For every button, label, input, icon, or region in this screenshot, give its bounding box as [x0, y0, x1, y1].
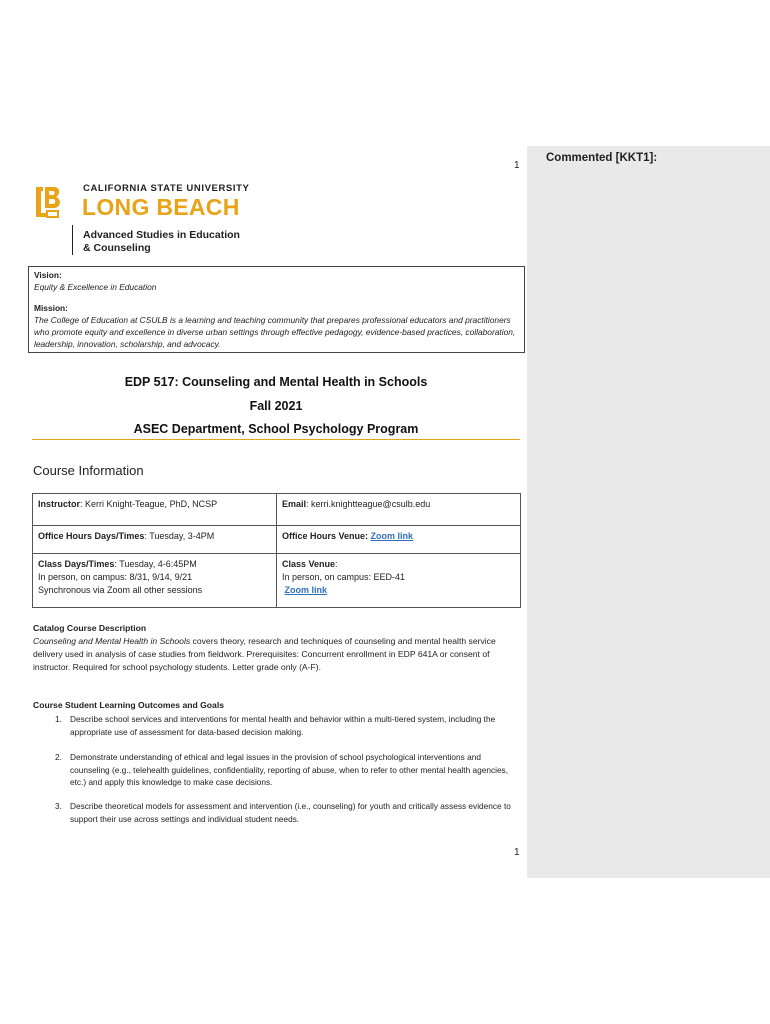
office-venue-label: Office Hours Venue:: [282, 531, 369, 541]
logo-dept-line1: Advanced Studies in Education: [83, 229, 240, 241]
catalog-section: [33, 622, 521, 674]
class-days-line3: Synchronous via Zoom all other sessions: [38, 585, 203, 595]
class-days-value: : Tuesday, 4-6:45PM: [114, 559, 197, 569]
page-number-bottom: 1: [514, 847, 520, 858]
lb-monogram-icon: [34, 185, 64, 221]
outcome-number: 1.: [55, 714, 62, 724]
course-term: Fall 2021: [249, 399, 303, 413]
vision-label: Vision:: [34, 270, 62, 280]
university-logo: [34, 183, 274, 255]
mission-text: The College of Education at CSULB is a learning and teaching community that prepares professional educators and practitioners who promote equity and excellence in diverse urban settings through effective pedagogy, evidence-based practices, collaboration, leadership, innovation, scholarship, and advocacy.: [34, 315, 516, 349]
logo-campus: LONG BEACH: [82, 194, 240, 220]
office-venue-cell: [277, 526, 521, 554]
logo-university: CALIFORNIA STATE UNIVERSITY: [83, 183, 250, 194]
course-info-table: [32, 493, 521, 608]
catalog-italic-lead: Counseling and Mental Health in Schools: [33, 636, 191, 646]
list-item: [55, 713, 515, 743]
outcomes-heading-text: Course Student Learning Outcomes and Goals: [33, 700, 225, 710]
list-item: [55, 800, 515, 830]
list-item: [55, 751, 515, 793]
outcome-text: Describe school services and interventions for mental health and behavior within a multi-tiered system, including the appropriate use of assessment for data-based decision making.: [70, 714, 496, 737]
course-department: ASEC Department, School Psychology Program: [133, 422, 419, 436]
logo-divider: [72, 225, 73, 255]
class-venue-cell: [277, 554, 521, 608]
comment-header[interactable]: Commented [KKT1]:: [546, 152, 658, 164]
vision-mission-box: [28, 266, 525, 353]
office-hours-value: : Tuesday, 3-4PM: [144, 531, 215, 541]
catalog-heading: Catalog Course Description: [33, 623, 147, 633]
instructor-label: Instructor: [38, 499, 81, 509]
logo-dept-line2: & Counseling: [83, 242, 151, 254]
email-cell: [277, 494, 521, 526]
vision-text: Equity & Excellence in Education: [34, 282, 157, 292]
class-days-cell: [33, 554, 277, 608]
catalog-text: covers theory, research and techniques of counseling and mental health service delivery used in analysis of case studies from fieldwork. Prerequisites: Concurrent enrollment in EDP 641A or consent of instructor. Required for school psychology students. Letter grade only (A-F).: [33, 636, 496, 672]
class-days-label: Class Days/Times: [38, 559, 115, 569]
office-hours-cell: [33, 526, 277, 554]
email-label: Email: [282, 499, 307, 509]
outcome-number: 2.: [55, 752, 62, 762]
email-value: : kerri.knightteague@csulb.edu: [306, 499, 431, 509]
instructor-value: : Kerri Knight-Teague, PhD, NCSP: [80, 499, 218, 509]
mission-label: Mission:: [34, 303, 68, 313]
outcome-text: Demonstrate understanding of ethical and legal issues in the provision of school psychological interventions and counseling (e.g., telehealth guidelines, confidentiality, reporting of abuse, when to refer to other mental health agencies, etc.) and apply this knowledge to make case decisions.: [70, 752, 509, 787]
outcome-number: 3.: [55, 801, 62, 811]
class-zoom-link[interactable]: Zoom link: [284, 585, 328, 595]
course-title: EDP 517: Counseling and Mental Health in Schools: [124, 375, 428, 389]
title-rule: [32, 439, 520, 440]
instructor-cell: [33, 494, 277, 526]
catalog-description: [33, 635, 521, 674]
outcome-text: Describe theoretical models for assessment and intervention (i.e., counseling) for youth and critically assess evidence to support their use across settings and individual student needs.: [70, 801, 511, 824]
office-zoom-link[interactable]: Zoom link: [370, 531, 414, 541]
class-venue-value: :: [335, 559, 338, 569]
class-days-line2: In person, on campus: 8/31, 9/14, 9/21: [38, 572, 193, 582]
outcomes-heading: [33, 699, 521, 712]
office-hours-label: Office Hours Days/Times: [38, 531, 145, 541]
class-venue-label: Class Venue: [282, 559, 336, 569]
course-info-heading: Course Information: [33, 463, 144, 478]
page-number-top: 1: [514, 160, 520, 171]
comments-pane: [527, 146, 770, 878]
class-venue-line2: In person, on campus: EED-41: [282, 572, 406, 582]
